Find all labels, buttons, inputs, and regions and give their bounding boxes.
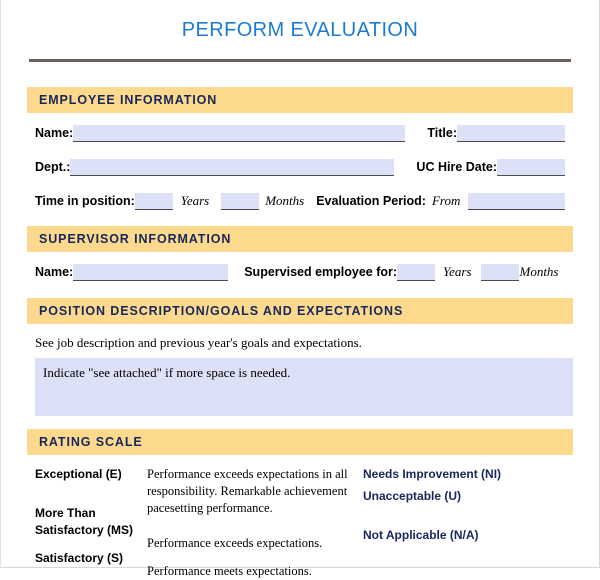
employee-title-label: Title: <box>427 126 457 140</box>
position-description-textarea[interactable]: Indicate "see attached" if more space is needed. <box>35 358 573 416</box>
time-in-position-label: Time in position: <box>35 194 135 208</box>
page-title: PERFORM EVALUATION <box>181 19 419 41</box>
section-header-position-description: POSITION DESCRIPTION/GOALS AND EXPECTATIONS <box>27 298 573 324</box>
section-header-employee-information: EMPLOYEE INFORMATION <box>27 87 573 113</box>
rating-term-unacceptable: Unacceptable (U) <box>363 489 462 503</box>
rating-scale-right-column <box>355 466 571 580</box>
time-in-position-months-input[interactable] <box>221 193 259 210</box>
employee-name-label: Name: <box>35 126 74 140</box>
rating-scale-content <box>25 455 575 580</box>
employee-dept-label: Dept.: <box>35 160 71 174</box>
evaluation-period-from-label: From <box>431 193 461 208</box>
supervised-years-input[interactable] <box>397 264 435 281</box>
title-divider <box>29 59 571 62</box>
supervisor-name-input[interactable] <box>73 264 228 281</box>
time-months-unit-label: Months <box>265 193 305 208</box>
time-in-position-years-input[interactable] <box>135 193 173 210</box>
employee-name-row <box>25 125 575 142</box>
position-description-note: See job description and previous year's goals and expectations. <box>35 335 362 350</box>
rating-description-more-than-satisfactory: Performance exceeds expectations. <box>147 536 323 550</box>
evaluation-period-from-input[interactable] <box>468 193 565 210</box>
supervised-months-input[interactable] <box>481 264 519 281</box>
employee-title-input[interactable] <box>457 125 565 142</box>
time-in-position-row <box>25 193 575 210</box>
rating-scale-descriptions-list <box>147 466 355 580</box>
uc-hire-date-input[interactable] <box>497 159 565 176</box>
supervisor-name-row <box>25 264 575 281</box>
rating-scale-terms-list <box>35 466 147 580</box>
rating-description-satisfactory: Performance meets expectations. <box>147 564 312 578</box>
rating-term-exceptional: Exceptional (E) <box>35 467 122 481</box>
rating-scale-left-column <box>35 466 355 580</box>
section-header-rating-scale: RATING SCALE <box>27 429 573 455</box>
uc-hire-date-label: UC Hire Date: <box>416 160 497 174</box>
employee-name-input[interactable] <box>73 125 405 142</box>
section-header-supervisor-information: SUPERVISOR INFORMATION <box>27 226 573 252</box>
rating-term-satisfactory: Satisfactory (S) <box>35 551 124 565</box>
time-years-unit-label: Years <box>180 193 210 208</box>
rating-term-more-than-satisfactory: More Than Satisfactory (MS) <box>35 506 134 537</box>
evaluation-period-label: Evaluation Period: <box>316 194 426 208</box>
employee-dept-row <box>25 159 575 176</box>
rating-description-exceptional: Performance exceeds expectations in all responsibility. Remarkable achievement pacesetting performance. <box>147 467 348 515</box>
supervised-employee-for-label: Supervised employee for: <box>244 265 398 279</box>
supervisor-name-label: Name: <box>35 265 74 279</box>
rating-term-needs-improvement: Needs Improvement (NI) <box>363 467 502 481</box>
supervised-years-unit-label: Years <box>443 264 472 279</box>
supervised-months-unit-label: Months <box>519 264 559 279</box>
employee-dept-input[interactable] <box>70 159 394 176</box>
rating-term-not-applicable: Not Applicable (N/A) <box>363 528 479 542</box>
